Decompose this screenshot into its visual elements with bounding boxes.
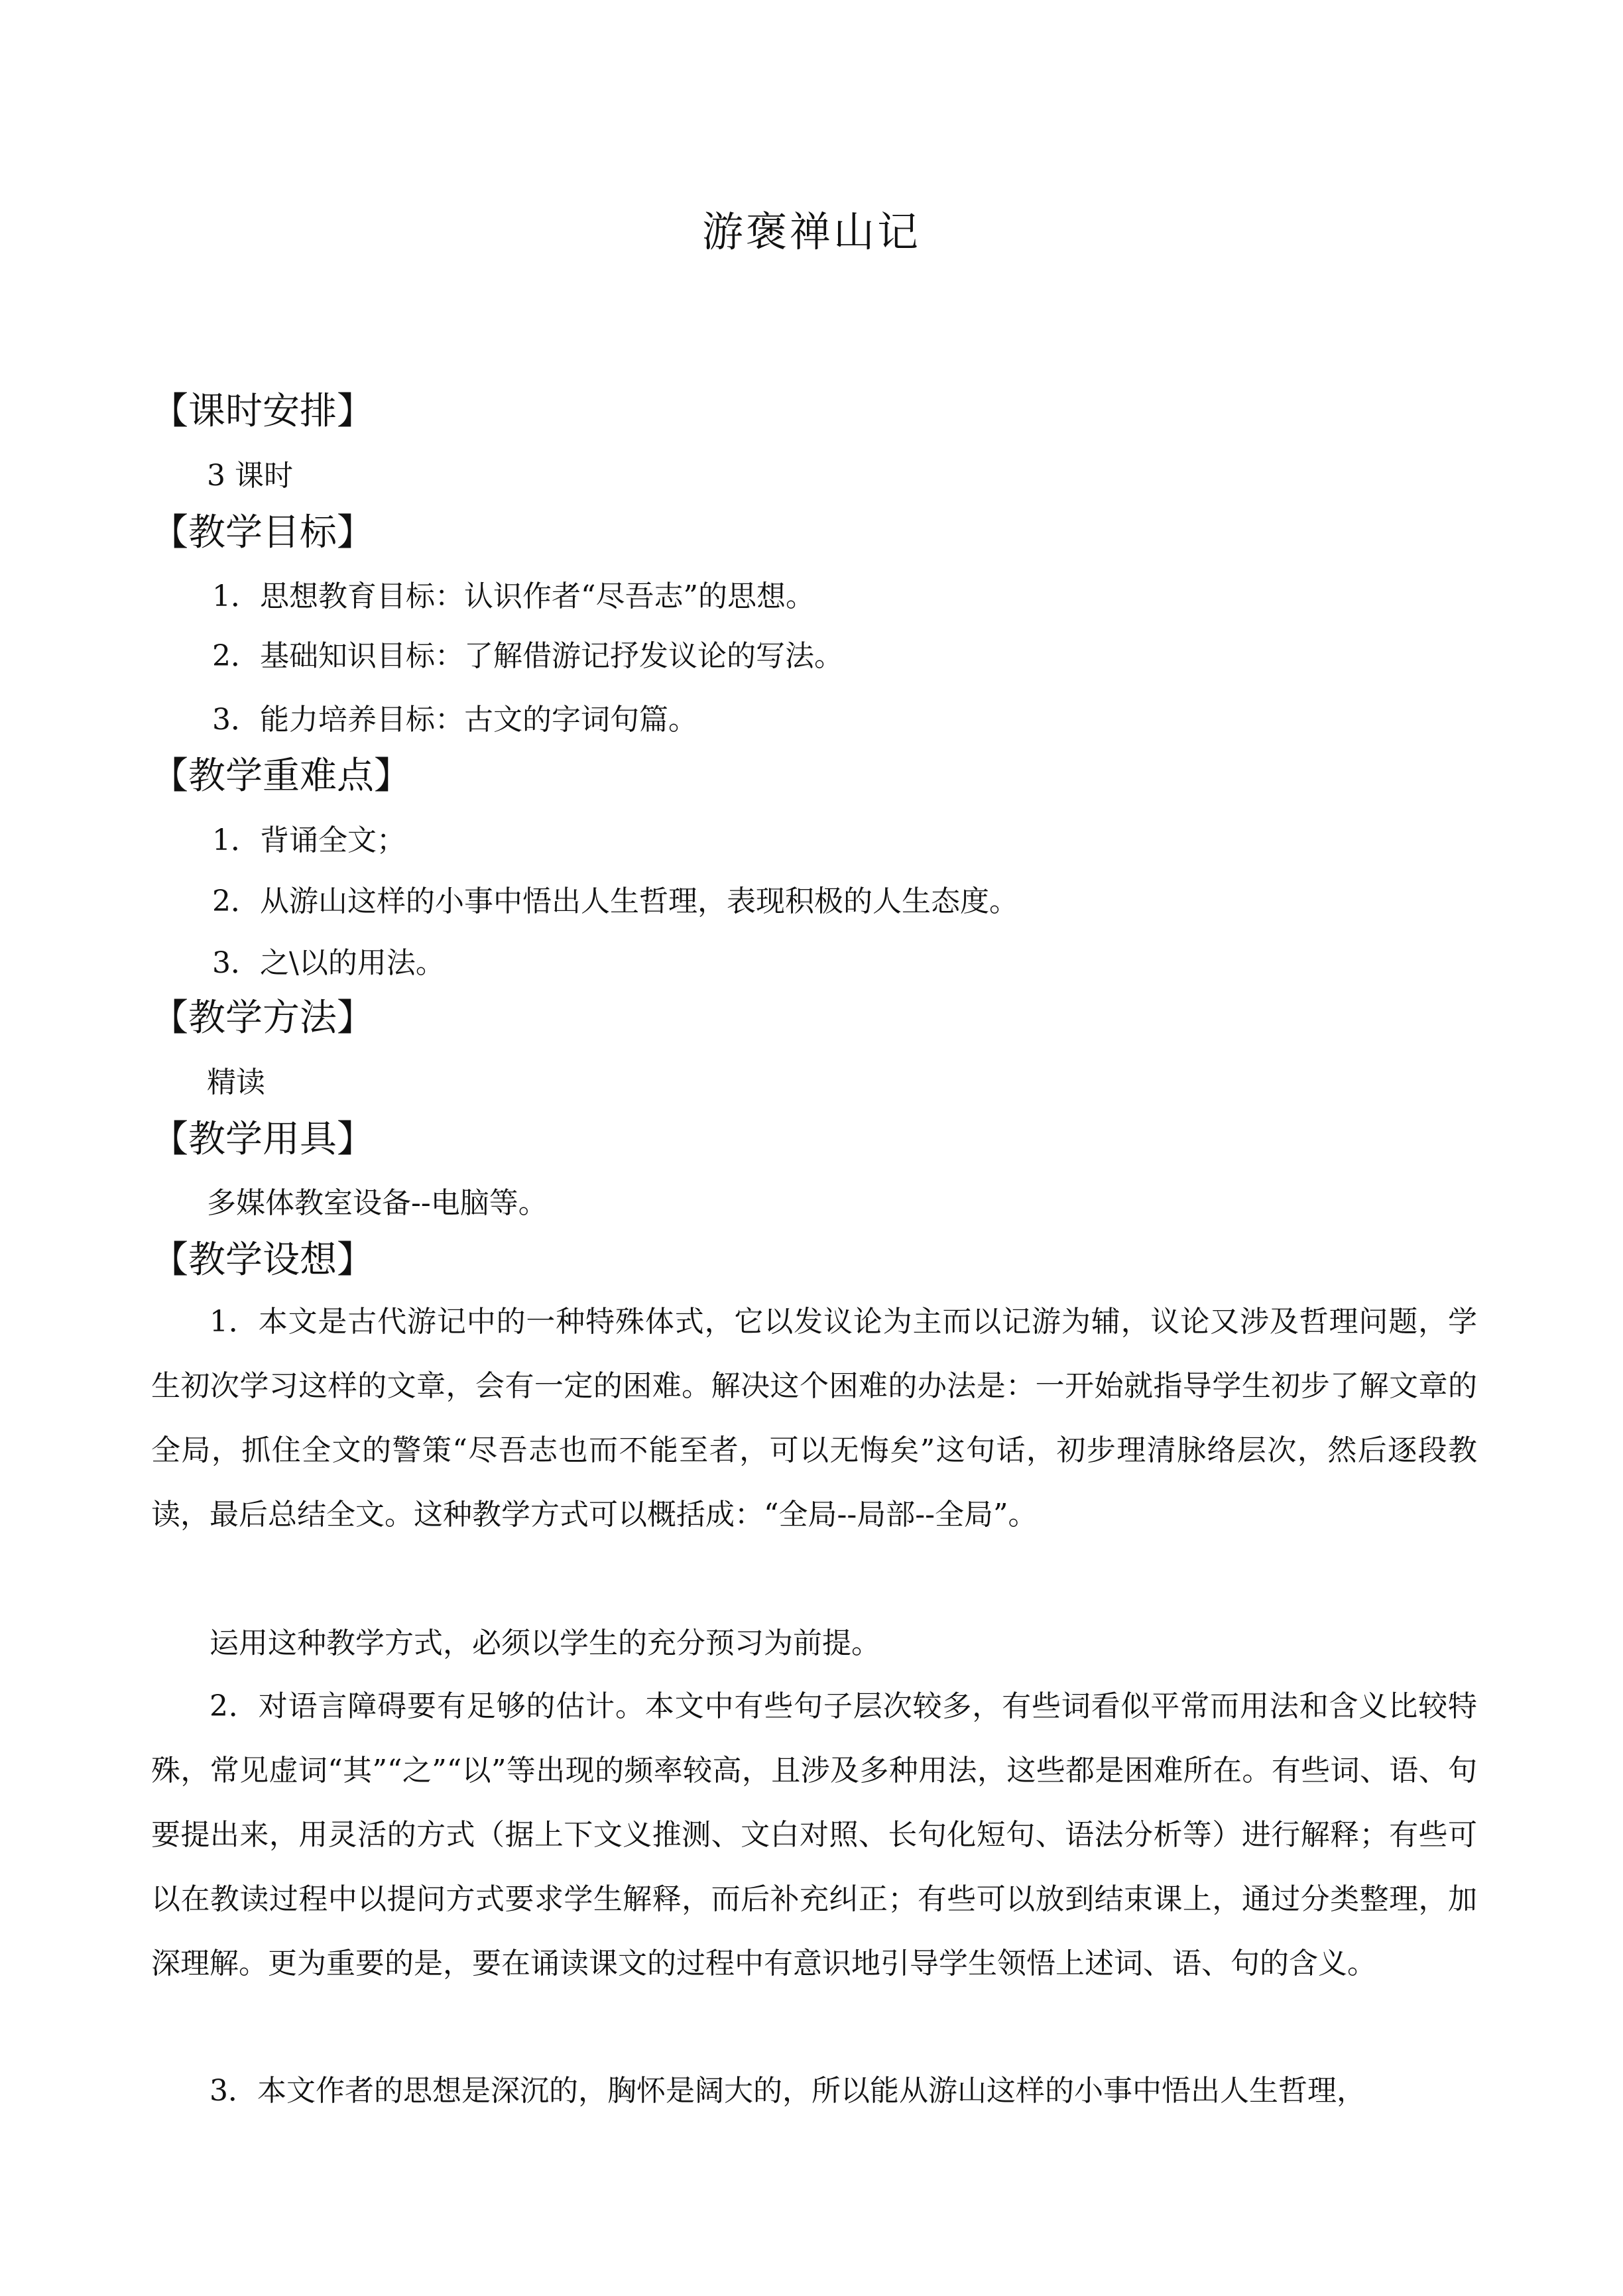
schedule-text: 3 课时 [207,459,293,493]
heading-tools: 【教学用具】 [151,1118,374,1161]
method-text: 精读 [207,1065,265,1099]
heading-keypoints: 【教学重难点】 [151,755,411,798]
heading-design: 【教学设想】 [151,1239,374,1282]
goal-item: 1．思想教育目标：认识作者“尽吾志”的思想。 [212,579,815,613]
design-paragraph: 3．本文作者的思想是深沉的，胸怀是阔大的，所以能从游山这样的小事中悟出人生哲理， [210,2074,1366,2108]
document-title: 游褒禅山记 [701,208,921,256]
design-paragraph: 运用这种教学方式，必须以学生的充分预习为前提。 [210,1626,880,1660]
keypoint-item: 2．从游山这样的小事中悟出人生哲理，表现积极的人生态度。 [212,884,1018,918]
goal-item: 3．能力培养目标：古文的字词句篇。 [212,703,697,737]
heading-method: 【教学方法】 [151,997,374,1040]
keypoint-item: 1．背诵全文； [212,823,406,857]
goal-item: 2．基础知识目标：了解借游记抒发议论的写法。 [212,639,843,673]
design-paragraph: 1．本文是古代游记中的一种特殊体式，它以发议论为主而以记游为辅，议论又涉及哲理问题，学生初次学习这样的文章，会有一定的困难。解决这个困难的办法是：一开始就指导学生初步了解文章的全局，抓住全文的警策“尽吾志也而不能至者，可以无悔矣”这句话，初步理清脉络层次，然后逐段教读，最后总结全文。这种教学方式可以概括成：“全局--局部--全局”。 [151,1305,1477,1532]
heading-goals: 【教学目标】 [151,511,374,554]
heading-schedule: 【课时安排】 [151,390,374,433]
design-paragraph: 2．对语言障碍要有足够的估计。本文中有些句子层次较多，有些词看似平常而用法和含义比较特殊，常见虚词“其”“之”“以”等出现的频率较高，且涉及多种用法，这些都是困难所在。有些词、语、句要提出来，用灵活的方式（据上下文义推测、文白对照、长句化短句、语法分析等）进行解释；有些可以在教读过程中以提问方式要求学生解释，而后补充纠正；有些可以放到结束课上，通过分类整理，加深理解。更为重要的是，要在诵读课文的过程中有意识地引导学生领悟上述词、语、句的含义。 [151,1689,1477,1980]
tools-text: 多媒体教室设备--电脑等。 [207,1186,548,1220]
keypoint-item: 3．之\以的用法。 [212,946,445,980]
